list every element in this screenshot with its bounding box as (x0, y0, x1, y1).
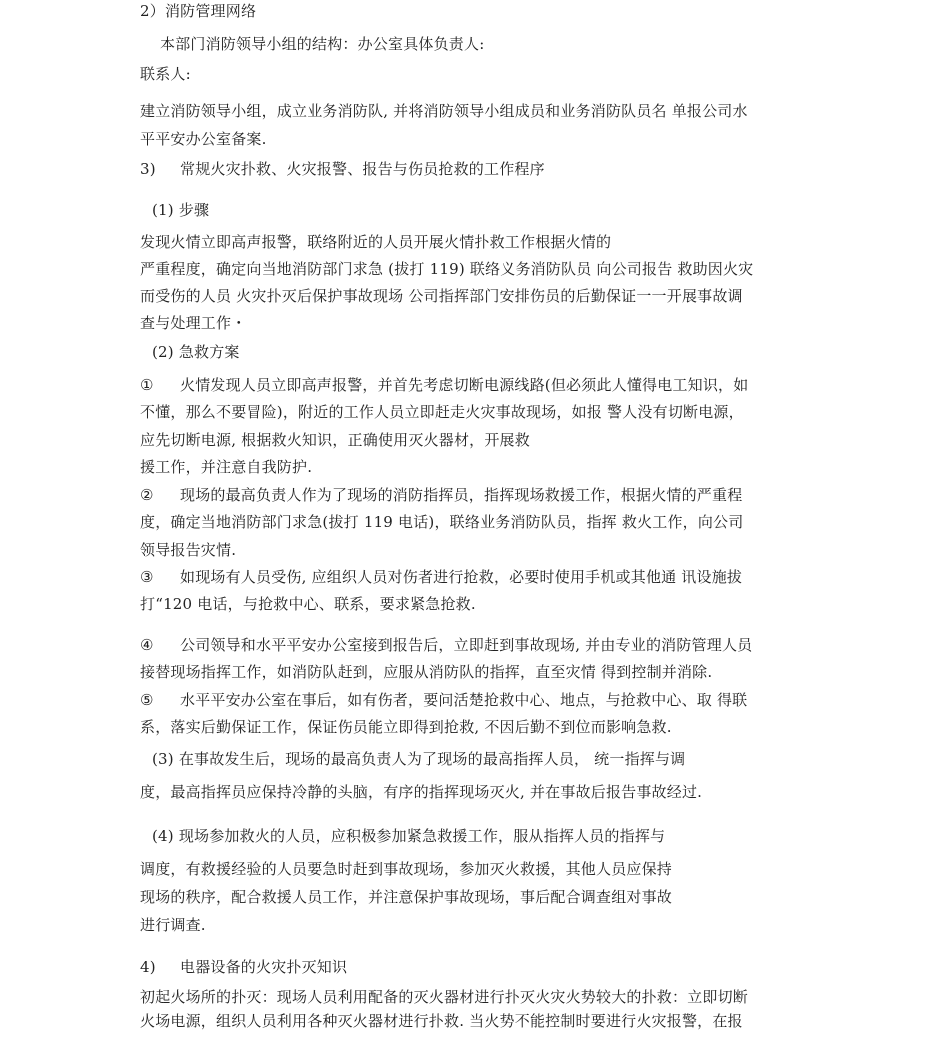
list-item-3-line: 打“120 电话，与抢救中心、联系，要求紧急抢救. (140, 595, 476, 613)
section-heading-4 (140, 957, 347, 977)
step-3-line: 度，最高指挥员应保持冷静的头脑，有序的指挥现场灭火, 并在事故后报告事故经过. (140, 783, 703, 801)
list-marker: ④ (140, 636, 154, 654)
paragraph-line: 查与处理工作・ (140, 314, 247, 332)
step-2-title: (2) 急救方案 (152, 343, 240, 361)
list-marker: ③ (140, 568, 154, 586)
section-number: 4) (140, 958, 156, 976)
list-item-1-line (140, 375, 748, 395)
list-item-2-line (140, 485, 742, 505)
paragraph-line: 而受伤的人员 火灾扑灭后保护事故现场 公司指挥部门安排伤员的后勤保证一一开展事故调 (140, 287, 743, 305)
list-item-5-line (140, 690, 747, 710)
list-text: 现场的最高负责人作为了现场的消防指挥员，指挥现场救援工作，根据火情的严重程 (180, 486, 743, 504)
list-text: 水平平安办公室在事后，如有伤者，要问活楚抢救中心、地点，与抢救中心、取 得联 (180, 691, 748, 709)
paragraph-line: 平平安办公室备案. (140, 130, 267, 148)
list-text: 如现场有人员受伤, 应组织人员对伤者进行抢救，必要时使用手机或其他通 讯设施拔 (180, 568, 743, 586)
list-item-1-line: 援工作，并注意自我防护. (140, 458, 313, 476)
section-number: 3) (140, 160, 156, 178)
list-item-1-line: 应先切断电源, 根据救火知识，正确使用灭火器材，开展救 (140, 431, 530, 449)
step-4-line: (4) 现场参加救火的人员，应积极参加紧急救援工作，服从指挥人员的指挥与 (152, 827, 666, 845)
contact-line: 联系人: (140, 65, 191, 83)
step-4-line: 调度，有救援经验的人员要急时赶到事故现场，参加灭火救援，其他人员应保持 (140, 860, 673, 878)
paragraph-line: 火场电源，组织人员利用各种灭火器材进行扑救. 当火势不能控制时要进行火灾报警，在报 (140, 1012, 743, 1030)
section-heading-3 (140, 159, 545, 179)
list-marker: ① (140, 376, 154, 394)
step-1-title: (1) 步骤 (152, 201, 210, 219)
step-4-line: 现场的秩序，配合救援人员工作，并注意保护事故现场，事后配合调查组对事故 (140, 888, 673, 906)
list-marker: ⑤ (140, 691, 154, 709)
list-marker: ② (140, 486, 154, 504)
step-4-line: 进行调查. (140, 916, 206, 934)
paragraph-line: 建立消防领导小组，成立业务消防队, 并将消防领导小组成员和业务消防队员名 单报公司水 (140, 102, 748, 120)
list-item-4-line: 接替现场指挥工作，如消防队赶到，应服从消防队的指挥，直至灾情 得到控制并消除. (140, 663, 713, 681)
list-item-1-line: 不懂，那么不要冒险)，附近的工作人员立即赶走火灾事故现场，如报 警人没有切断电源， (140, 403, 744, 421)
leader-group-line: 本部门消防领导小组的结构：办公室具体负责人: (160, 35, 485, 53)
list-item-5-line: 系，落实后勤保证工作，保证伤员能立即得到抢救, 不因后勤不到位而影响急救. (140, 718, 672, 736)
list-text: 公司领导和水平平安办公室接到报告后，立即赶到事故现场, 并由专业的消防管理人员 (180, 636, 753, 654)
section-heading-fire-management-network: 2）消防管理网络 (140, 2, 257, 20)
list-text: 火情发现人员立即高声报警，并首先考虑切断电源线路(但必须此人懂得电工知识，如 (180, 376, 749, 394)
list-item-4-line (140, 635, 752, 655)
paragraph-line: 初起火场所的扑灭：现场人员利用配备的灭火器材进行扑灭火灾火势较大的扑救：立即切断 (140, 988, 749, 1006)
section-title: 常规火灾扑救、火灾报警、报告与伤员抢救的工作程序 (180, 160, 545, 178)
list-item-2-line: 领导报告灾情. (140, 541, 237, 559)
step-3-line: (3) 在事故发生后，现场的最高负责人为了现场的最高指挥人员， 统一指挥与调 (152, 750, 686, 768)
list-item-3-line (140, 567, 742, 587)
list-item-2-line: 度，确定当地消防部门求急(拔打 119 电话)，联络业务消防队员，指挥 救火工作，向公司 (140, 513, 744, 531)
paragraph-line: 严重程度，确定向当地消防部门求急 (拔打 119) 联络义务消防队员 向公司报告 救助因火灾 (140, 260, 754, 278)
paragraph-line: 发现火情立即高声报警，联络附近的人员开展火情扑救工作根据火情的 (140, 233, 612, 251)
section-title: 电器设备的火灾扑灭知识 (180, 958, 348, 976)
